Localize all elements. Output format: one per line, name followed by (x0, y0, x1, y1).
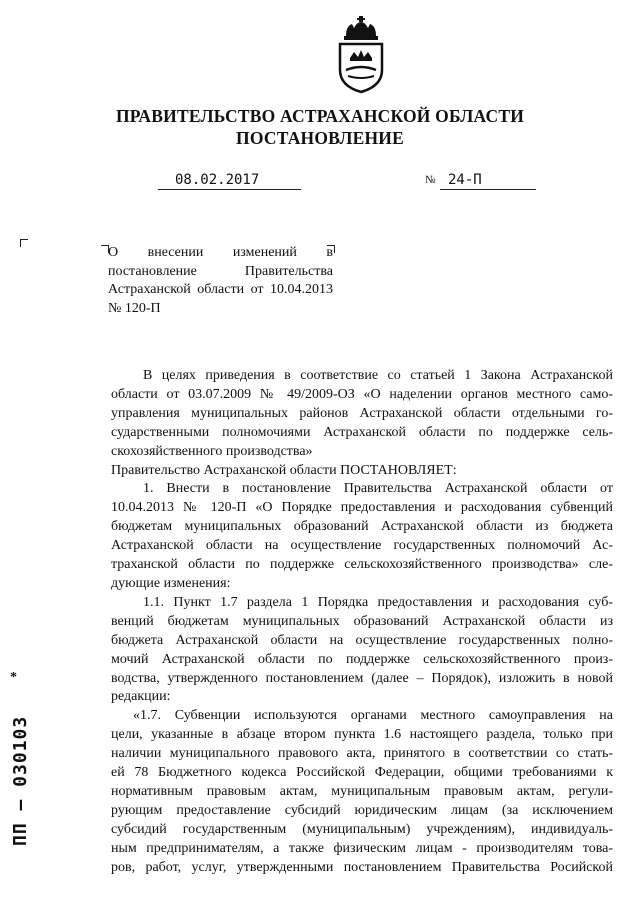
text-line: В целях приведения в соответствие со статьей 1 Закона Астраханской (143, 368, 613, 383)
document-date: 08.02.2017 (175, 172, 260, 188)
text-line: субсидий государственным (муниципальным) учреждениям), индивидуаль- (111, 821, 613, 837)
text-line: рующим предоставление субсидий юридическим лицам (за исключением (111, 802, 613, 818)
text-line: наличии муниципального правового акта, принятого в соответствии со стать- (111, 746, 613, 762)
text-line: венций бюджетам муниципальных образований Астраханской области из (111, 613, 613, 629)
date-underline (158, 189, 301, 190)
text-line: «1.7. Субвенции используются органами местного самоуправления на (133, 708, 613, 724)
text-line: нормативным правовым актам, муниципальным правовым актам, регули- (111, 783, 613, 799)
text-line: 1.1. Пункт 1.7 раздела 1 Порядка предоставления и расходования суб- (143, 594, 613, 610)
paragraph-item-1-1 (111, 594, 613, 707)
text-line: бюджета Астраханской области на осуществление государственных полно- (111, 632, 613, 648)
text-line: ным предпринимателям, а также физическим лицам - производителям това- (111, 840, 613, 856)
text-line: скохозяйственного производства» (111, 443, 313, 459)
document-type-title: ПОСТАНОВЛЕНИЕ (236, 128, 404, 148)
text-line: 10.04.2013 № 120-П «О Порядке предоставления и расходования субвенций (111, 500, 613, 516)
text-line: редакции: (111, 689, 171, 705)
side-registration-code: ПП – 030103 (10, 715, 31, 846)
document-body (111, 367, 613, 877)
text-line: области от 03.07.2009 № 49/2009-ОЗ «О наделении органов местного само- (111, 386, 613, 402)
paragraph-purpose (111, 367, 613, 462)
text-line: сударственными полномочиями Астраханской области по поддержке сель- (111, 424, 613, 440)
paragraph-item-1 (111, 480, 613, 593)
coat-of-arms-emblem (330, 14, 392, 94)
text-line: мочий Астраханской области по поддержке сельскохозяйственного произ- (111, 651, 613, 667)
number-underline (440, 189, 536, 190)
text-line: траханской области по поддержке сельскохозяйственного производства» сле- (111, 557, 613, 573)
side-mark: * (10, 670, 17, 685)
corner-mark (20, 239, 28, 247)
text-line: ей 78 Бюджетного кодекса Российской Федерации, общими требованиями к (111, 765, 613, 781)
text-line: водства, утвержденного постановлением (далее – Порядок), изложить в новой (111, 670, 613, 686)
text-line: 1. Внести в постановление Правительства Астраханской области от (143, 481, 613, 497)
text-line: дующие изменения: (111, 575, 231, 591)
text-line: ров, работ, услуг, утвержденными постановлением Правительства Росийской (111, 859, 613, 875)
text-line: управления муниципальных районов Астраханской области отдельными го- (111, 405, 613, 421)
document-authority-title: ПРАВИТЕЛЬСТВО АСТРАХАНСКОЙ ОБЛАСТИ (115, 106, 525, 126)
paragraph-quote-1-7 (111, 707, 613, 877)
text-line: цели, указанные в абзаце втором пункта 1.6 настоящего раздела, только при (111, 727, 613, 743)
text-line: бюджетам муниципальных образований Астраханской области из бюджета (111, 519, 613, 535)
number-sign: № (425, 174, 436, 186)
text-line: Астраханской области на осуществление государственных полномочий Ас- (111, 538, 613, 554)
paragraph-resolves: Правительство Астраханской области ПОСТАНОВЛЯЕТ: (111, 462, 457, 478)
document-number: 24-П (448, 172, 482, 188)
document-subject: О внесении изменений в постановление Правительства Астраханской области от 10.04.2013 № 120-П (108, 245, 333, 316)
